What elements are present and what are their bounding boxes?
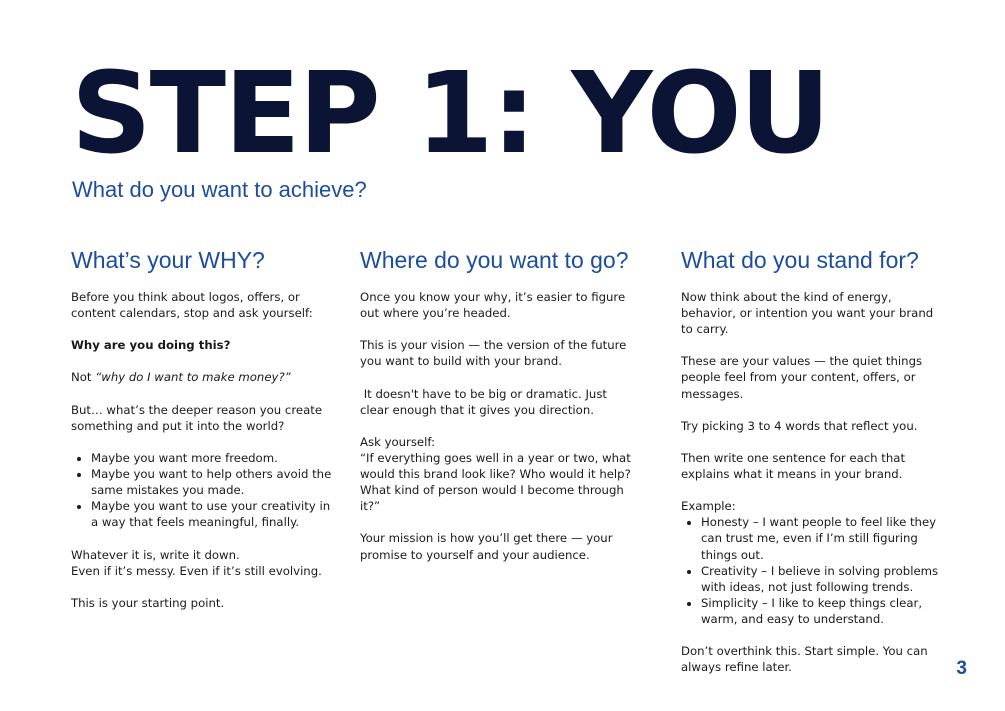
stand-for-column xyxy=(681,245,943,675)
stand-for-bullet-item: • Simplicity – I like to keep things clear, warm, and easy to understand. xyxy=(701,595,943,627)
why-not-quote: “why do I want to make money?” xyxy=(95,370,291,385)
why-column xyxy=(71,245,333,611)
stand-for-paragraph-4: Then write one sentence for each that explains what it means in your brand. xyxy=(681,450,906,482)
stand-for-paragraph-1: Now think about the kind of energy, behavior, or intention you want your brand to carry. xyxy=(681,290,934,337)
stand-for-closing: Don’t overthink this. Start simple. You can always refine later. xyxy=(681,644,928,675)
why-question-paragraph xyxy=(71,337,333,353)
why-heading: What’s your WHY? xyxy=(71,247,265,273)
stand-for-bullet-item: • Creativity – I believe in solving problems with ideas, not just following trends. xyxy=(701,563,943,595)
page-title: STEP 1: YOU xyxy=(71,49,829,179)
why-bullet-item: • Maybe you want to help others avoid the same mistakes you made. xyxy=(91,466,333,498)
where-paragraph-4: Ask yourself: “If everything goes well in a year or two, what would this brand look like? Who would it help? What kind of person would I become through it?” xyxy=(360,434,631,514)
why-intro: Before you think about logos, offers, or content calendars, stop and ask yourself: xyxy=(71,290,313,321)
where-paragraph-2: This is your vision — the version of the future you want to build with your brand. xyxy=(360,338,627,369)
why-body xyxy=(71,289,333,611)
stand-for-paragraph-2: These are your values — the quiet things people feel from your content, offers, or messages. xyxy=(681,354,923,401)
stand-for-bullet-list xyxy=(681,514,943,627)
why-bullet-list xyxy=(71,450,333,530)
why-closing: This is your starting point. xyxy=(71,595,225,610)
where-paragraph-1: Once you know your why, it’s easier to figure out where you’re headed. xyxy=(360,290,626,321)
stand-for-bullet-item: • Honesty – I want people to feel like they can trust me, even if I’m still figuring things out. xyxy=(701,514,943,562)
where-paragraph-3: It doesn't have to be big or dramatic. Just clear enough that it gives you direction. xyxy=(360,386,611,417)
stand-for-paragraph-3: Try picking 3 to 4 words that reflect you. xyxy=(681,418,918,433)
why-not-prefix: Not xyxy=(71,370,96,385)
where-paragraph-5: Your mission is how you’ll get there — your promise to yourself and your audience. xyxy=(360,531,613,562)
stand-for-example-label: Example: xyxy=(681,499,736,514)
stand-for-heading: What do you stand for? xyxy=(681,247,919,273)
why-bullet-item: • Maybe you want more freedom. xyxy=(91,450,333,466)
page-subtitle: What do you want to achieve? xyxy=(72,177,367,202)
why-deeper: But… what’s the deeper reason you create something and put it into the world? xyxy=(71,402,323,433)
stand-for-body xyxy=(681,289,943,675)
why-question: Why are you doing this? xyxy=(71,338,231,353)
why-bullet-item: • Maybe you want to use your creativity in a way that feels meaningful, finally. xyxy=(91,498,333,530)
why-write-down: Whatever it is, write it down. Even if it’s messy. Even if it’s still evolving. xyxy=(71,547,322,578)
where-heading: Where do you want to go? xyxy=(360,247,629,273)
where-column xyxy=(360,245,635,563)
why-not-paragraph xyxy=(71,369,333,385)
where-body xyxy=(360,289,635,563)
page-number: 3 xyxy=(956,658,967,679)
